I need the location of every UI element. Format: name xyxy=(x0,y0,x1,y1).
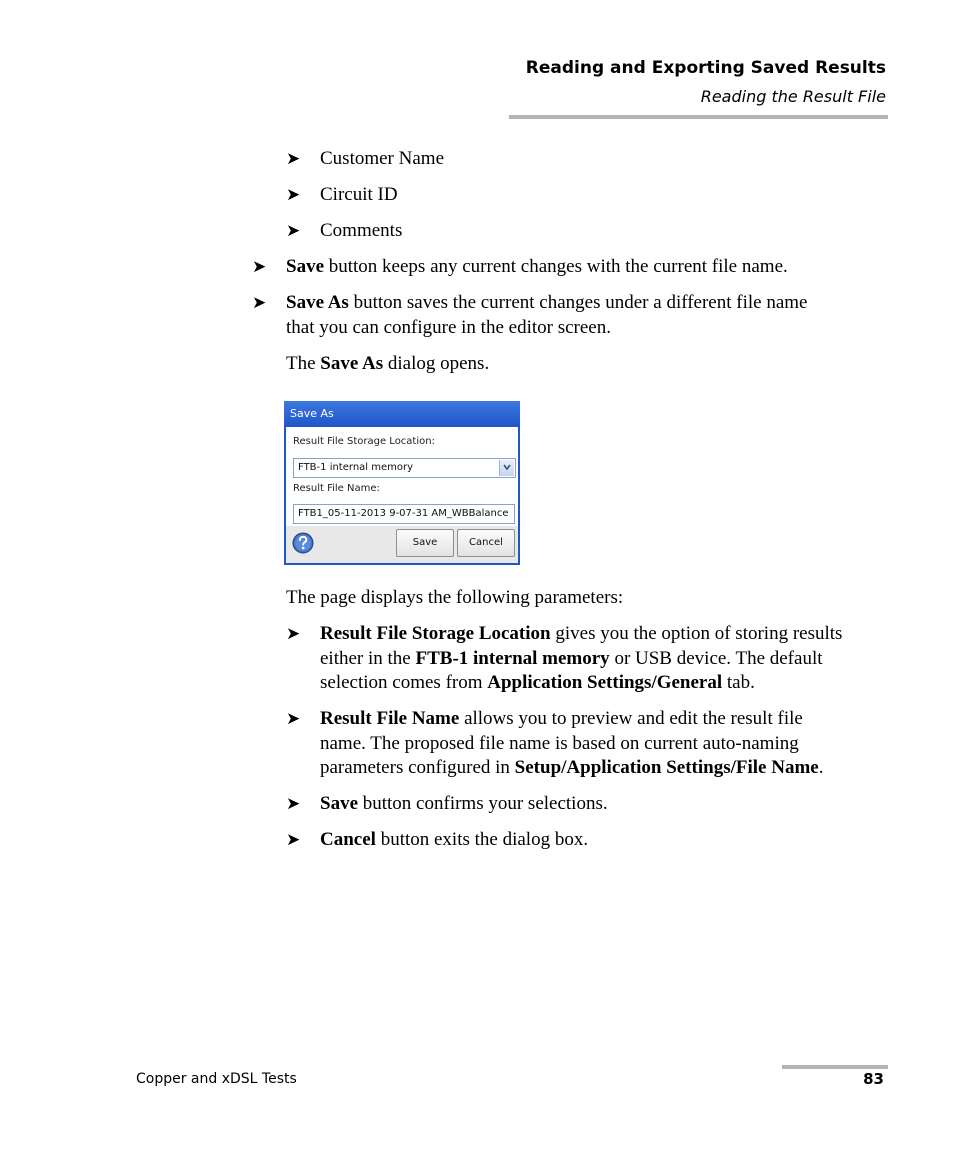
dialog-intro-pre: The xyxy=(286,353,321,374)
dialog-intro-post: dialog opens. xyxy=(383,353,490,374)
param-storage-desc: gives you the option of storing results xyxy=(550,623,843,644)
dialog-title-bar: Save As xyxy=(284,401,520,427)
storage-location-value: FTB-1 internal memory xyxy=(298,462,414,473)
dialog-intro xyxy=(286,352,489,377)
footer-rule xyxy=(782,1065,888,1069)
file-name-label: Result File Name: xyxy=(293,483,380,494)
param-filename-period: . xyxy=(818,757,824,778)
storage-location-label: Result File Storage Location: xyxy=(293,436,435,447)
bullet-save-term: Save xyxy=(286,256,324,277)
param-storage-desc-2a: either in the xyxy=(320,647,416,669)
param-save-desc: button confirms your selections. xyxy=(358,793,608,814)
param-filename-slash: / xyxy=(730,757,736,778)
param-storage-internal-memory: FTB-1 internal memory xyxy=(415,647,610,669)
footer-manual-title: Copper and xDSL Tests xyxy=(136,1071,297,1087)
param-cancel-desc: button exits the dialog box. xyxy=(375,829,589,850)
parameters-intro: The page displays the following parameters: xyxy=(286,587,624,608)
storage-location-select[interactable] xyxy=(293,458,516,478)
chevron-down-icon[interactable] xyxy=(499,460,514,476)
dialog-button-bar xyxy=(286,526,518,563)
param-filename-app-settings: Application Settings xyxy=(566,757,731,778)
bullet-save-as-term: Save As xyxy=(286,292,349,313)
bullet-arrow-icon: ➤ xyxy=(286,709,301,728)
bullet-save-as-desc: button saves the current changes under a different file name xyxy=(348,292,808,313)
bullet-arrow-icon: ➤ xyxy=(286,185,301,204)
bullet-arrow-icon: ➤ xyxy=(286,794,301,813)
param-storage-slash: / xyxy=(651,672,657,693)
param-filename-desc: allows you to preview and edit the result file xyxy=(459,708,803,729)
save-as-dialog xyxy=(284,401,520,565)
dialog-intro-term: Save As xyxy=(320,353,384,374)
bullet-arrow-icon: ➤ xyxy=(252,257,267,276)
param-storage-desc-2b: or USB device. The default xyxy=(609,647,823,669)
help-icon[interactable] xyxy=(291,529,315,557)
param-cancel-term: Cancel xyxy=(320,829,376,850)
running-header-subtitle: Reading the Result File xyxy=(700,87,886,106)
param-filename-file-name: File Name xyxy=(735,757,819,778)
dialog-body xyxy=(286,427,518,563)
file-name-input[interactable]: FTB1_05-11-2013 9-07-31 AM_WBBalance xyxy=(293,504,515,524)
param-filename-term: Result File Name xyxy=(320,708,460,729)
param-file-name xyxy=(320,707,823,781)
header-rule xyxy=(509,115,888,119)
bullet-arrow-icon: ➤ xyxy=(286,149,301,168)
param-filename-desc-3a: parameters configured in xyxy=(320,757,515,778)
cancel-button[interactable]: Cancel xyxy=(457,529,515,557)
bullet-arrow-icon: ➤ xyxy=(286,624,301,643)
param-storage-desc-3b: tab. xyxy=(722,672,755,693)
running-header-title: Reading and Exporting Saved Results xyxy=(525,58,886,78)
param-cancel xyxy=(320,828,588,853)
save-button[interactable]: Save xyxy=(396,529,454,557)
bullet-save-desc: button keeps any current changes with the current file name. xyxy=(324,256,788,277)
param-filename-slash: / xyxy=(561,757,567,778)
param-storage-desc-3a: selection comes from xyxy=(320,672,488,693)
page-number: 83 xyxy=(863,1070,884,1088)
param-storage-term: Result File Storage Location xyxy=(320,623,551,644)
bullet-save xyxy=(286,255,788,280)
bullet-arrow-icon: ➤ xyxy=(252,293,267,312)
bullet-arrow-icon: ➤ xyxy=(286,830,301,849)
param-save-term: Save xyxy=(320,793,358,814)
param-save xyxy=(320,792,608,817)
param-storage-app-settings: Application Settings xyxy=(487,672,652,693)
list-item-comments: Comments xyxy=(320,220,403,241)
bullet-save-as xyxy=(286,291,807,340)
bullet-save-as-desc-cont: that you can configure in the editor screen. xyxy=(286,316,611,338)
param-filename-setup: Setup xyxy=(514,757,562,778)
param-storage-general: General xyxy=(656,672,723,693)
list-item-customer-name: Customer Name xyxy=(320,148,445,169)
list-item-circuit-id: Circuit ID xyxy=(320,184,398,205)
param-filename-desc-2: name. The proposed file name is based on current auto-naming xyxy=(320,732,799,754)
bullet-arrow-icon: ➤ xyxy=(286,221,301,240)
param-storage-location xyxy=(320,622,842,696)
